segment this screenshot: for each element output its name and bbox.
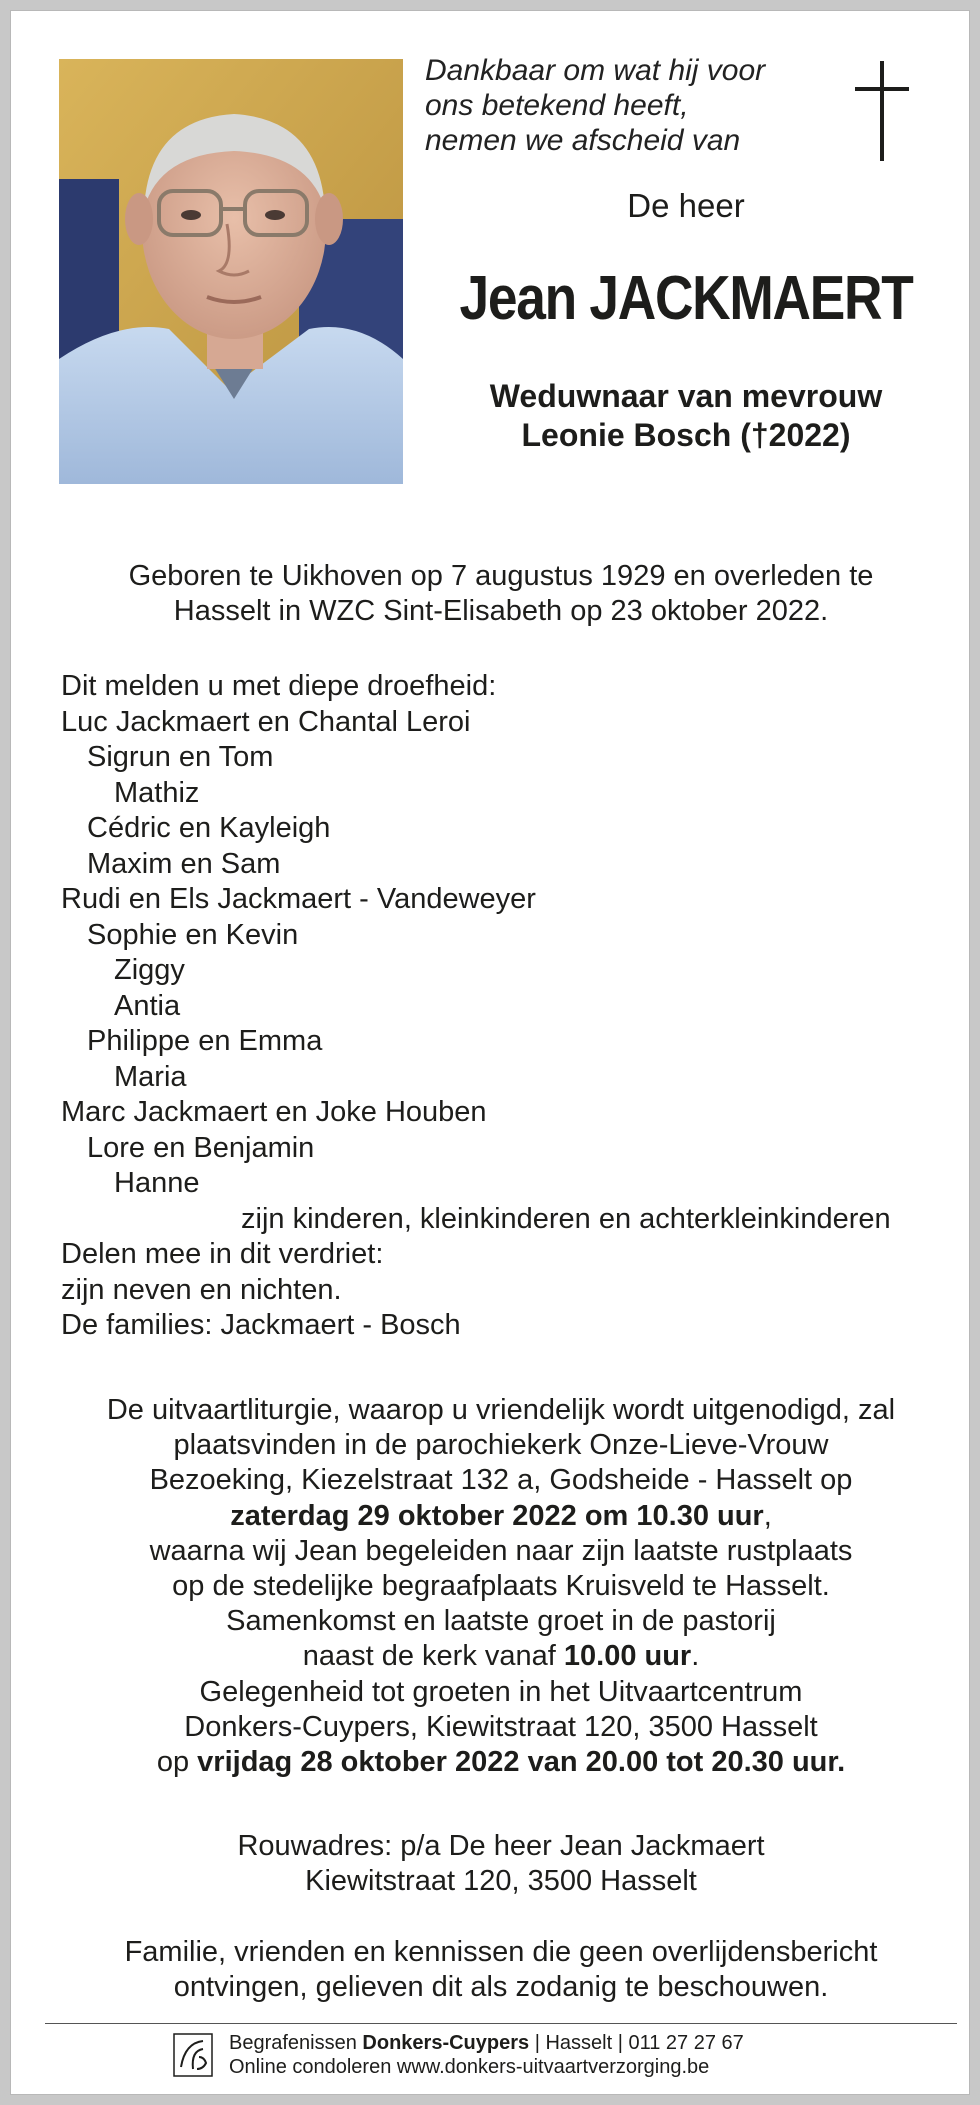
widower-note [411,377,961,455]
footer-divider [45,2023,957,2024]
great-grandchild: Antia [114,989,181,1022]
grandchild: Sigrun en Tom [87,741,274,773]
footer-line-1 [229,2031,929,2055]
notice-line: Familie, vrienden en kennissen die geen overlijdensbericht [124,1936,878,1968]
funeral-line: waarna wij Jean begeleiden naar zijn laatste rustplaats [149,1534,853,1567]
notice-line: ontvingen, gelieven dit als zodanig te beschouwen. [173,1971,829,2003]
footer-prefix: Begrafenissen [229,2032,363,2054]
widower-line: Leonie Bosch (†2022) [521,417,851,453]
birth-death-text [51,559,951,629]
funeral-date-suffix: , [763,1499,772,1532]
child: Luc Jackmaert en Chantal Leroi [61,705,471,738]
child: Marc Jackmaert en Joke Houben [61,1096,487,1128]
funeral-home-logo-icon [173,2033,213,2077]
gathering-prefix: naast de kerk vanaf [302,1640,564,1673]
visitation-prefix: op [156,1746,198,1779]
salutation: De heer [627,187,745,224]
birth-death-line: Hasselt in WZC Sint-Elisabeth op 23 oktober 2022. [173,595,829,627]
funeral-line: Gelegenheid tot groeten in het Uitvaartcentrum [199,1675,803,1708]
grandchild: Maxim en Sam [87,847,281,880]
funeral-date-line [51,1499,951,1534]
footer-company: Donkers-Cuypers [362,2032,530,2054]
widower-line: Weduwnaar van mevrouw [489,378,883,414]
grandchild: Sophie en Kevin [87,918,299,951]
family-list [61,669,941,1344]
footer-line-2: Online condoleren www.donkers-uitvaartverzorging.be [229,2056,710,2078]
portrait-illustration [59,59,403,484]
footer [229,2031,929,2079]
funeral-date: zaterdag 29 oktober 2022 om 10.30 uur [230,1499,764,1532]
family-relation: zijn kinderen, kleinkinderen en achterkleinkinderen [241,1202,891,1235]
funeral-line: plaatsvinden in de parochiekerk Onze-Lieve-Vrouw [173,1429,829,1462]
visitation-line [51,1745,951,1780]
funeral-line: De uitvaartliturgie, waarop u vriendelijk wordt uitgenodigd, zal [106,1394,896,1426]
address-line: Kiewitstraat 120, 3500 Hasselt [305,1865,697,1897]
obituary-card [10,10,970,2095]
child: Rudi en Els Jackmaert - Vandeweyer [61,883,536,915]
portrait-photo [59,59,403,484]
grandchild: Philippe en Emma [87,1025,323,1057]
intro-line: ons betekend heeft, [425,89,689,122]
deceased-name: Jean JACKMAERT [459,264,913,333]
great-grandchild: Mathiz [114,776,200,809]
great-grandchild: Hanne [114,1167,200,1199]
address-line: Rouwadres: p/a De heer Jean Jackmaert [237,1830,765,1862]
family-intro: Dit melden u met diepe droefheid: [61,670,497,702]
cross-icon [853,61,913,161]
gathering-time: 10.00 uur [563,1640,692,1673]
intro-text [425,53,845,158]
grandchild: Lore en Benjamin [87,1131,315,1164]
cousins: zijn neven en nichten. [61,1273,342,1306]
birth-death-line: Geboren te Uikhoven op 7 augustus 1929 en overleden te [128,560,874,592]
funeral-line: Donkers-Cuypers, Kiewitstraat 120, 3500 Hasselt [184,1710,818,1743]
visitation-time: vrijdag 28 oktober 2022 van 20.00 tot 20.30 uur. [197,1746,846,1779]
funeral-line: Samenkomst en laatste groet in de pastorij [226,1605,776,1638]
intro-line: Dankbaar om wat hij voor [425,54,766,87]
gathering-time-line [51,1639,951,1674]
great-grandchild: Ziggy [114,954,185,986]
footer-suffix: | Hasselt | 011 27 27 67 [529,2032,744,2054]
families: De families: Jackmaert - Bosch [61,1309,461,1341]
gathering-suffix: . [691,1640,700,1673]
funeral-line: Bezoeking, Kiezelstraat 132 a, Godsheide - Hasselt op [149,1464,853,1497]
funeral-info [51,1393,951,1780]
funeral-line: op de stedelijke begraafplaats Kruisveld te Hasselt. [172,1570,830,1603]
great-grandchild: Maria [114,1060,187,1093]
share-grief: Delen mee in dit verdriet: [61,1238,384,1270]
intro-line: nemen we afscheid van [425,124,741,157]
notice-text [51,1935,951,2005]
grandchild: Cédric en Kayleigh [87,812,331,844]
mourning-address [51,1829,951,1899]
